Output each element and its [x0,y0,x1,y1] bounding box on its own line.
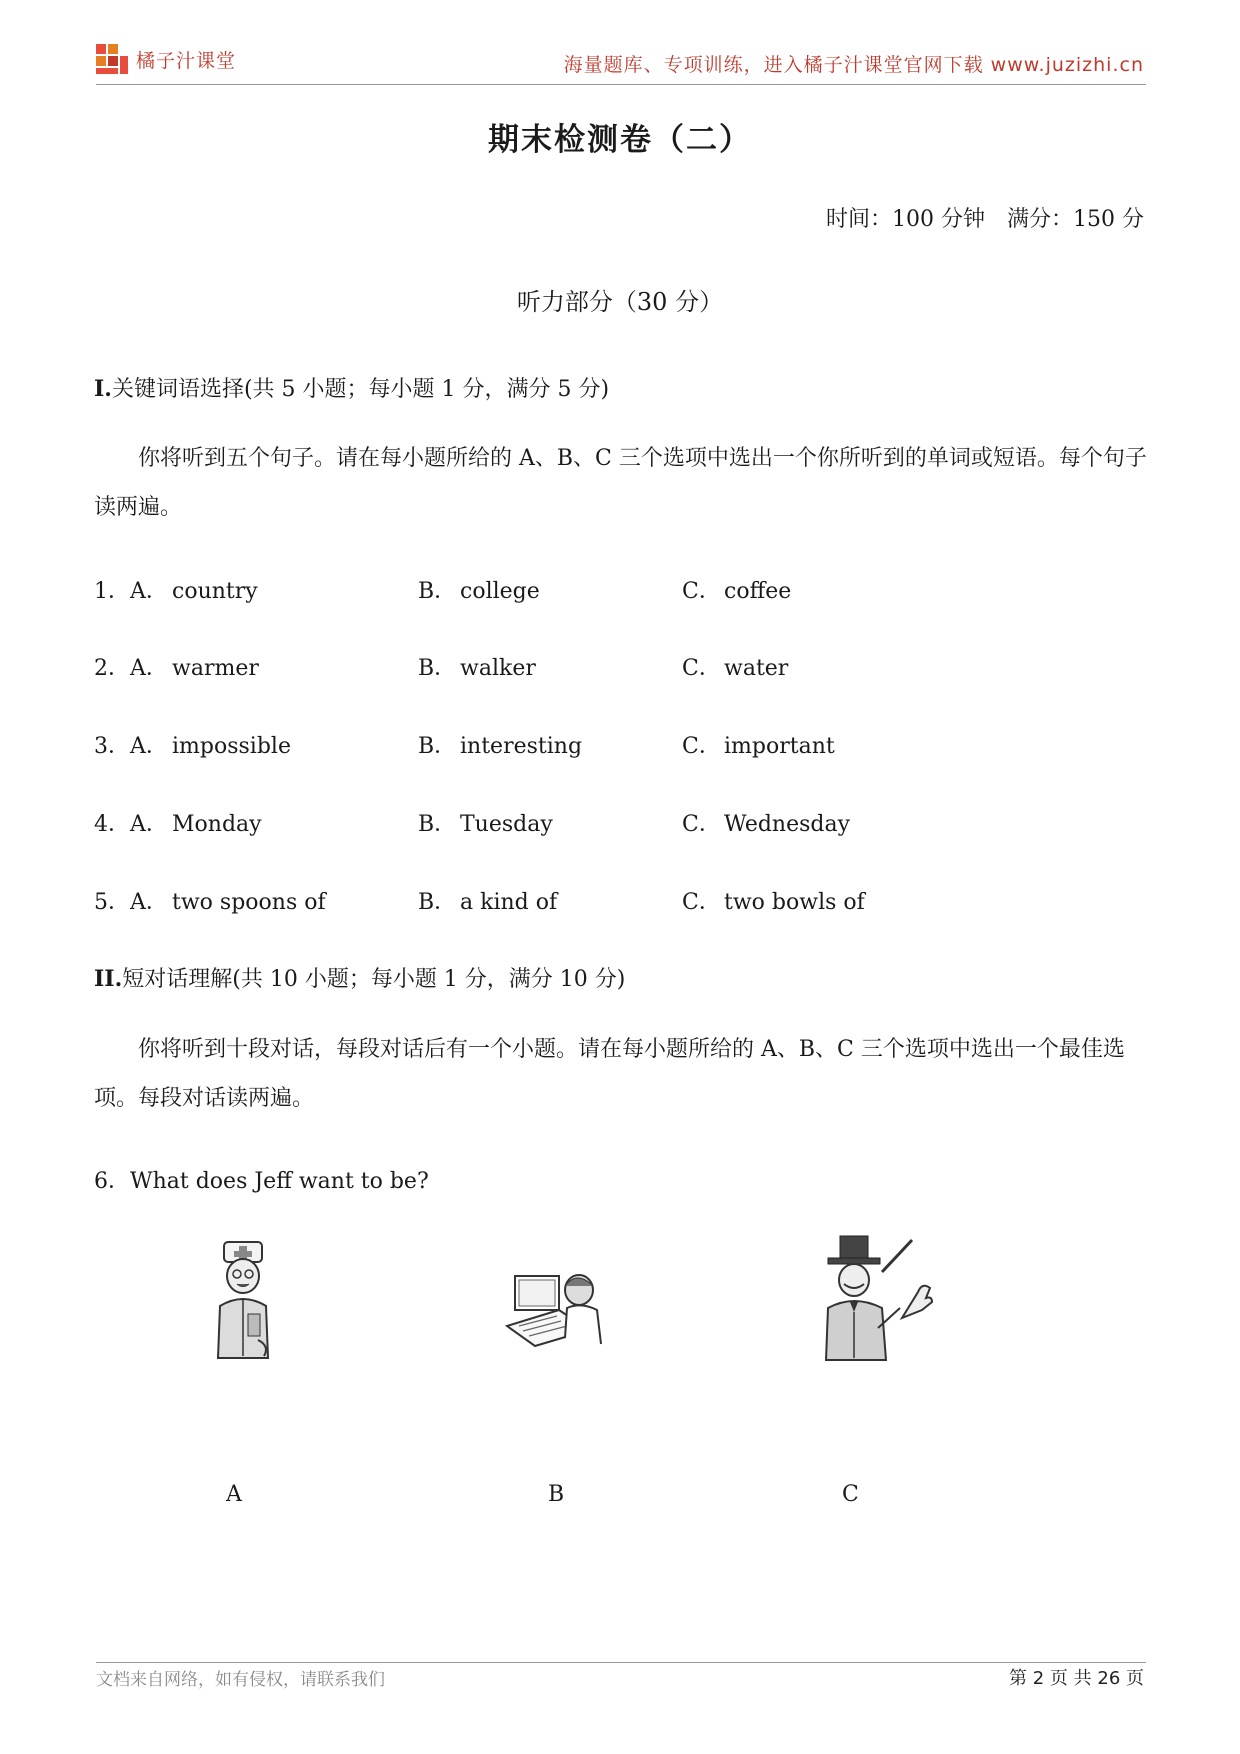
question-number: 1． [94,579,130,604]
question-row [94,729,1148,763]
option-text: water [724,656,789,681]
option-text: warmer [172,656,259,681]
part1-heading [94,372,609,403]
option-text: a kind of [460,890,558,915]
option-c[interactable] [682,885,865,916]
question-row [94,807,1148,841]
part1-heading-text: 关键词语选择(共 5 小题；每小题 1 分，满分 5 分) [111,377,610,402]
part2-heading [94,962,625,993]
option-b[interactable] [418,651,536,682]
option-text: two spoons of [172,890,326,915]
option-b[interactable] [418,574,540,605]
option-text: coffee [724,579,792,604]
option-letter: B． [418,812,457,837]
question-number: 3． [94,734,130,759]
option-a[interactable] [130,729,291,760]
page-title: 期末检测卷（二） [488,122,752,158]
option-letter: B． [418,734,457,759]
option-text: Tuesday [460,812,553,837]
option-letter: C． [682,734,721,759]
option-letter: C． [682,656,721,681]
option-c[interactable] [682,574,791,605]
part2-instruction: 你将听到十段对话，每段对话后有一个小题。请在每小题所给的 A、B、C 三个选项中选出一个最佳选项。每段对话读两遍。 [94,1037,1125,1111]
option-text: interesting [460,734,583,759]
option-letter: A． [130,579,168,604]
option-b[interactable] [418,885,557,916]
option-text: Monday [172,812,262,837]
part2-number: II. [94,966,123,992]
option-letter: C． [682,890,721,915]
option-letter: C． [682,812,721,837]
exam-time-info: 时间：100 分钟 满分：150 分 [826,207,1144,232]
question-6: 6．What does Jeff want to be? [94,1169,429,1194]
option-text: college [460,579,540,604]
magician-picture[interactable] [820,1232,940,1364]
option-text: walker [460,656,536,681]
brand-name: 橘子汁课堂 [136,50,237,72]
option-a[interactable] [130,807,262,838]
footer-divider [96,1662,1146,1663]
option-text: important [724,734,835,759]
page-number: 第 2 页 共 26 页 [1009,1668,1144,1689]
part1-number: I. [94,376,112,402]
option-letter: B． [418,656,457,681]
question-number: 5． [94,890,130,915]
question-row [94,885,1148,919]
option-letter: A． [130,656,168,681]
option-letter: C． [682,579,721,604]
part1-instruction: 你将听到五个句子。请在每小题所给的 A、B、C 三个选项中选出一个你所听到的单词或短语。每个句子读两遍。 [94,446,1147,520]
option-letter: A． [130,890,168,915]
picture-label-c: C [842,1482,859,1507]
question-row [94,574,1148,608]
question-number: 2． [94,656,130,681]
picture-label-a: A [226,1482,242,1507]
option-a[interactable] [130,651,259,682]
option-letter: A． [130,734,168,759]
footer-notice: 文档来自网络，如有侵权，请联系我们 [96,1670,385,1690]
option-text: Wednesday [724,812,851,837]
option-a[interactable] [130,885,326,916]
option-c[interactable] [682,729,835,760]
question-row [94,651,1148,685]
option-letter: B． [418,890,457,915]
option-b[interactable] [418,807,553,838]
header-divider [96,84,1146,85]
option-letter: B． [418,579,457,604]
picture-label-b: B [548,1482,565,1507]
brand-logo-icon [96,44,130,76]
section-title: 听力部分（30 分） [516,288,724,316]
question-number: 4． [94,812,130,837]
option-b[interactable] [418,729,582,760]
option-c[interactable] [682,807,850,838]
option-letter: A． [130,812,168,837]
doctor-picture[interactable] [210,1240,276,1360]
option-text: country [172,579,258,604]
programmer-picture[interactable] [505,1268,605,1350]
option-text: impossible [172,734,291,759]
option-a[interactable] [130,574,258,605]
option-text: two bowls of [724,890,865,915]
part2-heading-text: 短对话理解(共 10 小题；每小题 1 分，满分 10 分) [122,967,626,992]
header-slogan[interactable]: 海量题库、专项训练，进入橘子汁课堂官网下载 www.juzizhi.cn [563,54,1144,76]
option-c[interactable] [682,651,788,682]
